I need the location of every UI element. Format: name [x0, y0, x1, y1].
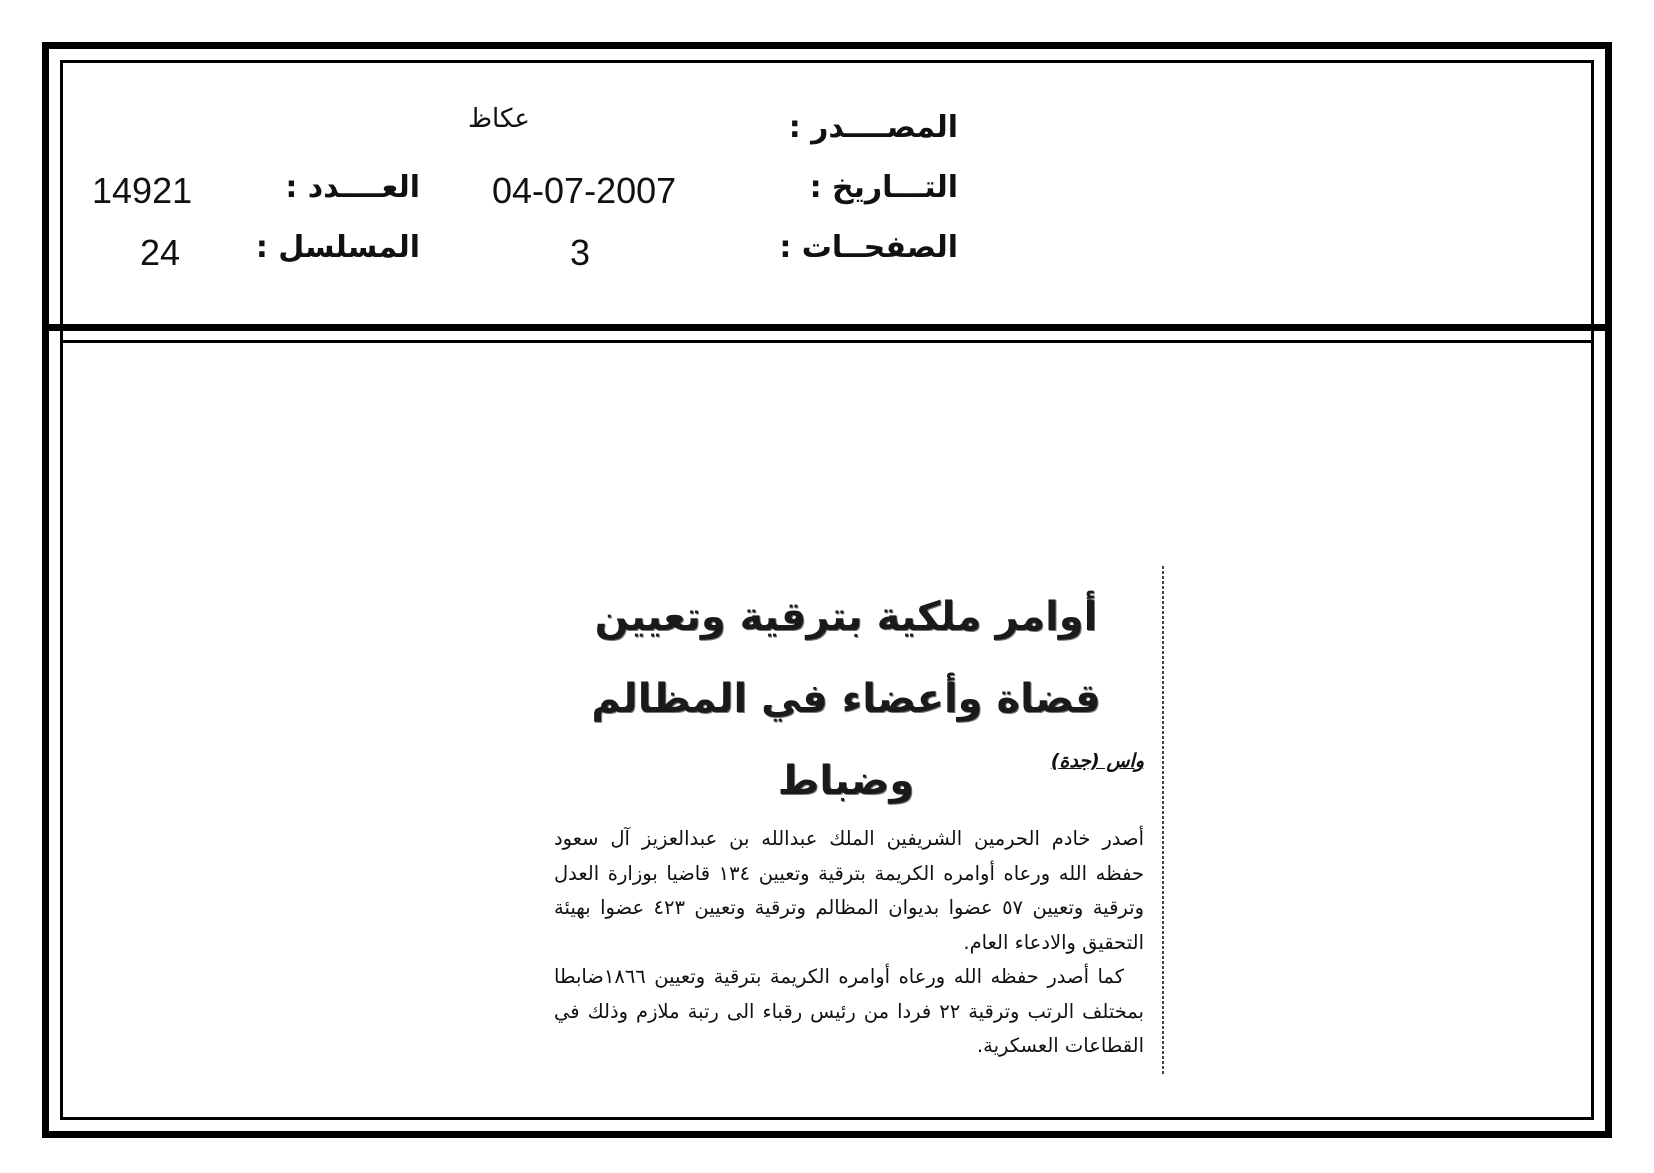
- issue-value: 14921: [92, 170, 193, 211]
- article-headline: أوامر ملكية بترقية وتعيين قضاة وأعضاء في المظالم وضباط: [591, 594, 1101, 804]
- issue-label: العــــدد :: [285, 170, 420, 205]
- header-divider-inner: [60, 340, 1594, 343]
- source-label: المصــــدر :: [788, 110, 958, 145]
- serial-label: المسلسل :: [255, 230, 420, 265]
- clipping-edge-rule: [1162, 566, 1164, 1076]
- news-clipping: [540, 560, 1160, 1080]
- date-value: 04-07-2007: [492, 170, 677, 211]
- date-label: التـــاريخ :: [809, 170, 958, 205]
- pages-label: الصفحــات :: [779, 230, 958, 265]
- pages-value: 3: [570, 232, 591, 273]
- serial-value: 24: [140, 232, 181, 273]
- article-body: [554, 822, 1144, 1064]
- source-value: عكاظ: [468, 104, 530, 134]
- article-byline: واس (جدة): [1050, 750, 1144, 772]
- header-divider: [42, 324, 1612, 331]
- article-paragraph: كما أصدر حفظه الله ورعاه أوامره الكريمة بترقية وتعيين ١٨٦٦ضابطا بمختلف الرتب وترقية ٢٢ فردا من رئيس رقباء الى رتبة ملازم وذلك في القطاعات العسكرية.: [554, 965, 1144, 1057]
- article-paragraph: أصدر خادم الحرمين الشريفين الملك عبدالله بن عبدالعزيز آل سعود حفظه الله ورعاه أوامره الكريمة بترقية وتعيين ١٣٤ قاضيا بوزارة العدل وترقية وتعيين ٥٧ عضوا بديوان المظالم وترقية وتعيين ٤٢٣ عضوا بهيئة التحقيق والادعاء العام.: [554, 827, 1144, 954]
